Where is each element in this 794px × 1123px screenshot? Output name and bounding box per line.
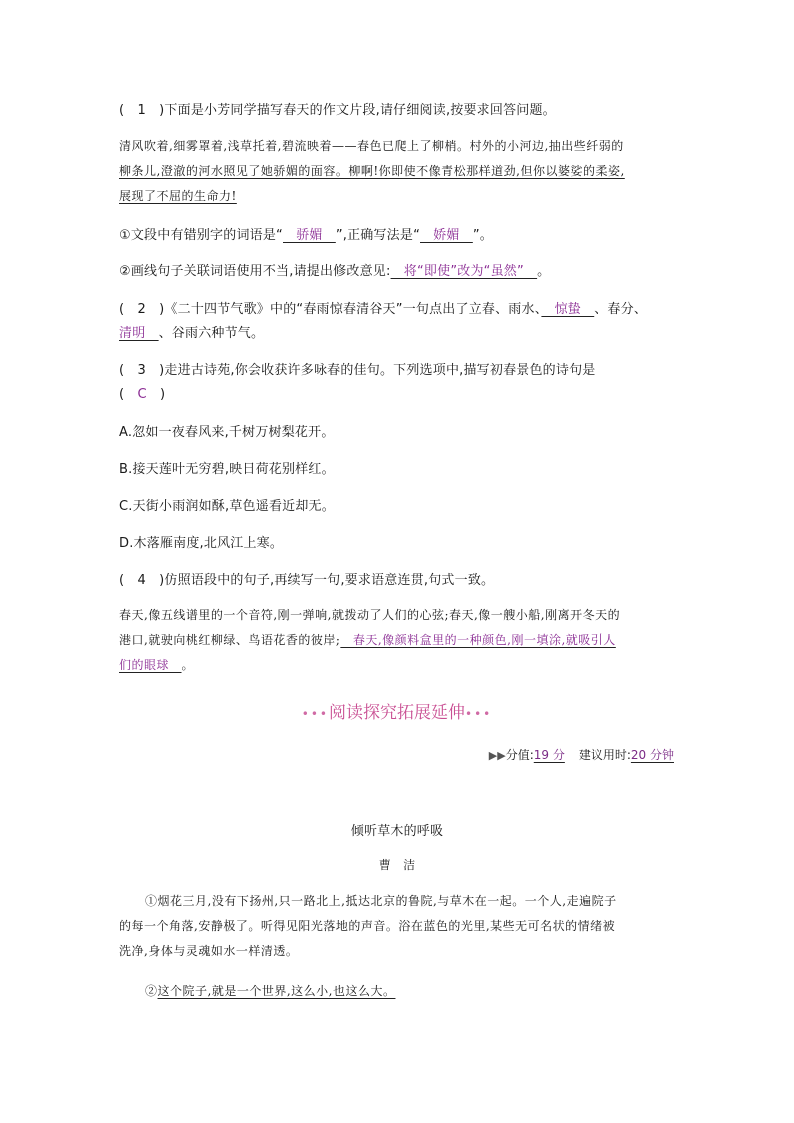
q3-answer: C xyxy=(137,387,147,402)
q3-prompt-line xyxy=(119,359,596,378)
q1-sub2-post: 。 xyxy=(537,264,551,279)
q1-passage-line-1: 清风吹着,细雾罩着,浅草托着,碧流映着——春色已爬上了柳梢。村外的小河边,抽出些纤弱的 xyxy=(119,139,624,153)
q4-passage-line-1: 春天,像五线谱里的一个音符,刚一弹响,就拨动了人们的心弦;春天,像一艘小船,刚离开冬天的 xyxy=(119,608,621,622)
article-author: 曹 洁 xyxy=(378,858,416,872)
section-header xyxy=(0,698,794,723)
q4-answer-part-2: 们的眼球 xyxy=(119,658,182,672)
q2-number: ( 2 ) xyxy=(119,302,165,317)
time-label: 建议用时: xyxy=(578,748,631,762)
q1-passage-line-3 xyxy=(119,187,237,204)
q2-answer-2: 清明 xyxy=(119,326,159,341)
q3-option-a: A.忽如一夜春风来,千树万树梨花开。 xyxy=(119,425,335,440)
q4-number: ( 4 ) xyxy=(119,573,165,588)
q2-line-1 xyxy=(119,298,647,317)
q1-sub2 xyxy=(119,260,550,279)
q2-line-1-pre: 《二十四节气歌》中的“春雨惊春清谷天”一句点出了立春、雨水、 xyxy=(164,302,542,317)
score-value: 19 分 xyxy=(533,748,565,762)
article-p1-line-1: ①烟花三月,没有下扬州,只一路北上,抵达北京的鲁院,与草木在一起。一个人,走遍院子 xyxy=(145,894,617,908)
q1-passage-line-2 xyxy=(119,162,625,179)
q4-passage-line-3-post: 。 xyxy=(181,658,195,672)
q1-sub1-answer-2: 娇媚 xyxy=(420,228,473,243)
q1-passage-line-2-text: 柳条儿,澄澈的河水照见了她骄媚的面容。柳啊!你即使不像青松那样道劲,但你以婆娑的柔姿, xyxy=(119,164,625,178)
q3-paren-open: ( xyxy=(119,387,138,402)
article-p2-number: ② xyxy=(145,984,158,998)
q3-answer-line xyxy=(119,383,165,402)
q2-line-2-post: 、谷雨六种节气。 xyxy=(158,326,265,341)
q3-paren-close: ) xyxy=(146,387,166,402)
q3-option-b: B.接天莲叶无穷碧,映日荷花别样红。 xyxy=(119,462,335,477)
score-time-meta xyxy=(489,746,674,763)
q1-sub1-post: ”。 xyxy=(472,228,493,243)
time-value: 20 分钟 xyxy=(630,748,674,762)
q3-prompt: 走进古诗苑,你会收获许多咏春的佳句。下列选项中,描写初春景色的诗句是 xyxy=(164,363,596,378)
q4-passage-line-2-pre: 港口,就驶向桃红柳绿、鸟语花香的彼岸; xyxy=(119,633,341,647)
section-dots-right: ••• xyxy=(465,707,493,721)
q2-answer-1: 惊蛰 xyxy=(541,302,595,317)
section-title: 阅读探究拓展延伸 xyxy=(329,703,465,723)
q4-passage-line-2 xyxy=(119,631,616,648)
q1-sub2-pre: ②画线句子关联词语使用不当,请提出修改意见: xyxy=(119,264,391,279)
section-dots-left: ••• xyxy=(301,707,329,721)
q4-answer-part-1: 春天,像颜料盒里的一种颜色,刚一填涂,就吸引人 xyxy=(340,633,616,647)
q4-passage-line-3 xyxy=(119,656,194,673)
q1-prompt: 下面是小芳同学描写春天的作文片段,请仔细阅读,按要求回答问题。 xyxy=(164,103,556,118)
q3-option-d: D.木落雁南度,北风江上寒。 xyxy=(119,536,284,551)
article-p2-text: 这个院子,就是一个世界,这么小,也这么大。 xyxy=(157,984,396,998)
q1-sub2-answer: 将“即使”改为“虽然” xyxy=(390,264,538,279)
article-p1-line-2: 的每一个角落,安静极了。听得见阳光落地的声音。浴在蓝色的光里,某些无可名状的情绪被 xyxy=(119,919,616,933)
q1-sub1-pre: ①文段中有错别字的词语是“ xyxy=(119,228,283,243)
q4-prompt: 仿照语段中的句子,再续写一句,要求语意连贯,句式一致。 xyxy=(164,573,495,588)
q1-sub1-mid: ”,正确写法是“ xyxy=(335,228,421,243)
q1-sub1 xyxy=(119,224,493,243)
q1-passage-line-3-text: 展现了不屈的生命力! xyxy=(119,189,237,203)
q3-option-c: C.天街小雨润如酥,草色遥看近却无。 xyxy=(119,499,335,514)
q4-prompt-line xyxy=(119,569,494,588)
q2-line-1-post: 、春分、 xyxy=(594,302,648,317)
q1-number: ( 1 ) xyxy=(119,103,165,118)
article-title: 倾听草木的呼吸 xyxy=(350,824,444,839)
q1-sub1-answer-1: 骄媚 xyxy=(283,228,336,243)
article-p1-line-3: 洗净,身体与灵魂如水一样清透。 xyxy=(119,944,299,958)
article-p2 xyxy=(145,982,395,999)
q3-number: ( 3 ) xyxy=(119,363,165,378)
score-label: 分值: xyxy=(505,748,534,762)
q1-prompt-line xyxy=(119,99,556,118)
arrow-icon: ▶▶ xyxy=(488,749,506,762)
q2-line-2 xyxy=(119,322,264,341)
